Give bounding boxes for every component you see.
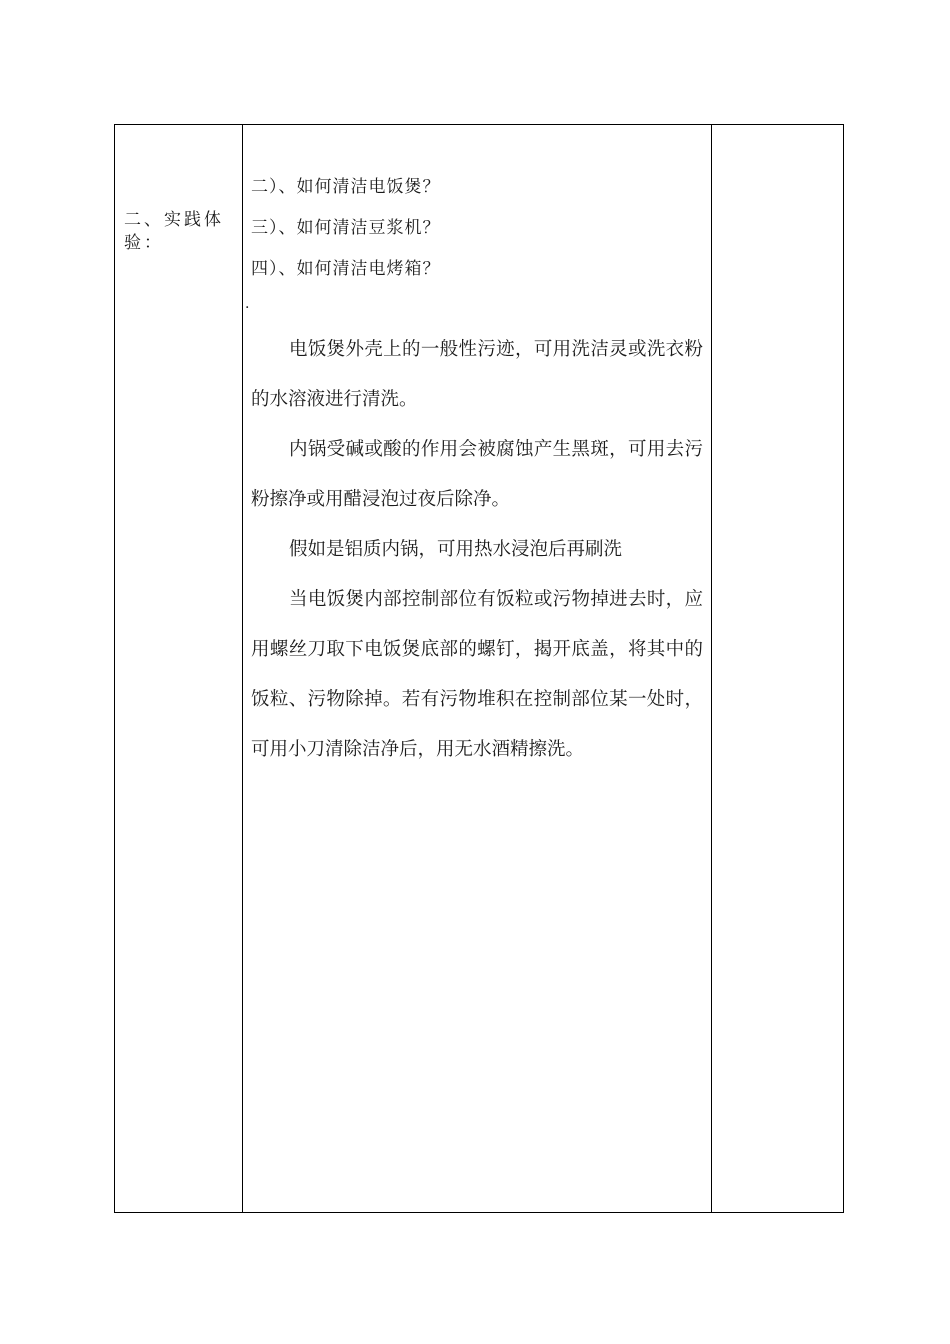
question-item: 三）、如何清洁豆浆机？ [251,218,441,238]
answer-paragraph: 电饭煲外壳上的一般性污迹，可用洗洁灵或洗衣粉的水溶液进行清洗。 [251,339,703,410]
question-list [251,167,701,290]
answer-paragraph: 当电饭煲内部控制部位有饭粒或污物掉进去时，应用螺丝刀取下电饭煲底部的螺钉，揭开底盖，将其中的饭粒、污物除掉。若有污物堆积在控制部位某一处时，可用小刀清除洁净后，用无水酒精擦洗。 [251,589,703,760]
section-label: 二、实践体验： [124,210,224,253]
question-item: 二）、如何清洁电饭煲？ [251,177,441,197]
column-divider [711,125,712,1212]
dot-marker: · [245,300,250,316]
answer-paragraph: 假如是铝质内锅，可用热水浸泡后再刷洗 [289,539,623,560]
answer-paragraph: 内锅受碱或酸的作用会被腐蚀产生黑斑，可用去污粉擦净或用醋浸泡过夜后除净。 [251,439,703,510]
column-divider [242,125,243,1212]
answer-text [251,325,703,775]
lesson-table [114,124,844,1213]
question-item: 四）、如何清洁电烤箱？ [251,259,441,279]
